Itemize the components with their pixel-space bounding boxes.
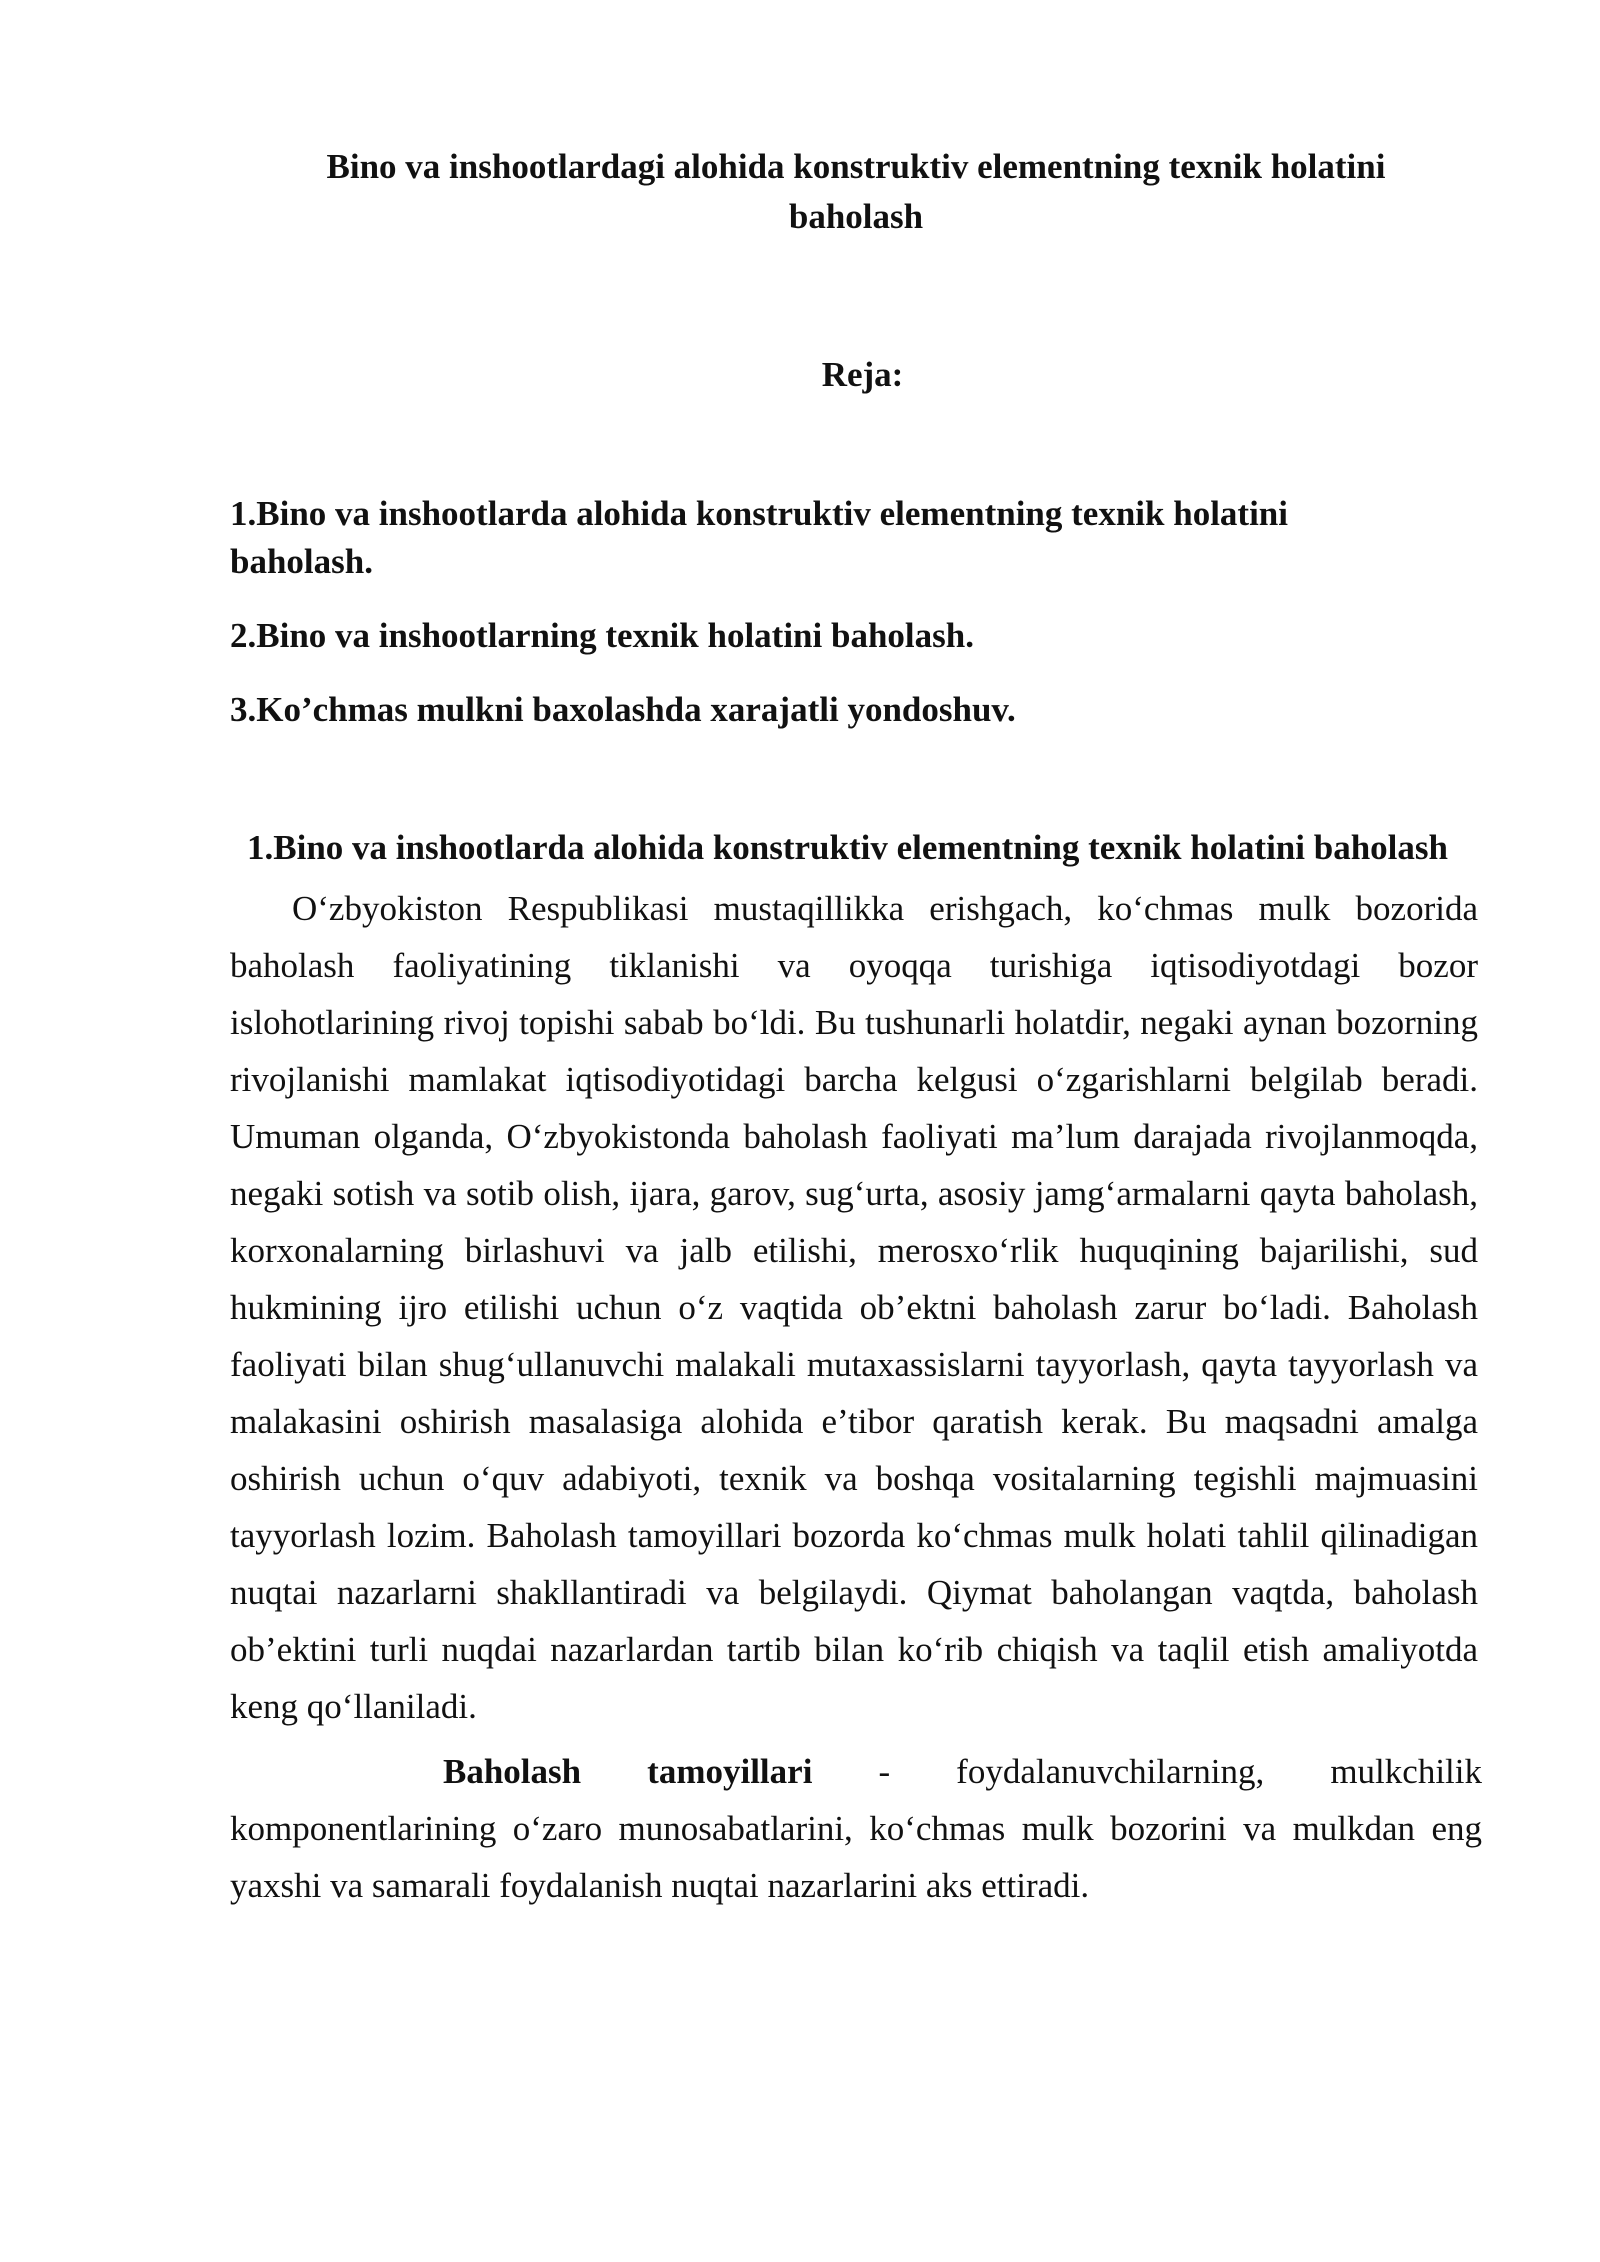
- principles-definition: - foydalanuvchilarning, mulkchilik komponentlarining o‘zaro munosabatlarini, ko‘chmas mulk bozorini va mulkdan eng yaxshi va samarali foydalanish nuqtai nazarlarini aks ettiradi.: [230, 1752, 1482, 1905]
- plan-item: 1.Bino va inshootlarda alohida konstruktiv elementning texnik holatini baholash.: [230, 494, 1288, 581]
- principles-paragraph: [230, 1743, 1482, 1914]
- body-paragraph: O‘zbyokiston Respublikasi mustaqillikka erishgach, ko‘chmas mulk bozorida baholash faoliyatining tiklanishi va oyoqqa turishiga iqtisodiyotdagi bozor islohotlarining rivoj topishi sabab bo‘ldi. Bu tushunarli holatdir, negaki aynan bozorning rivojlanishi mamlakat iqtisodiyotidagi barcha kelgusi o‘zgarishlarni belgilab beradi. Umuman olganda, O‘zbyokistonda baholash faoliyati ma’lum darajada rivojlanmoqda, negaki sotish va sotib olish, ijara, garov, sug‘urta, asosiy jamg‘armalarni qayta baholash, korxonalarning birlashuvi va jalb etilishi, merosxo‘rlik huquqining bajarilishi, sud hukmining ijro etilishi uchun o‘z vaqtida ob’ektni baholash zarur bo‘ladi. Baholash faoliyati bilan shug‘ullanuvchi malakali mutaxassislarni tayyorlash, qayta tayyorlash va malakasini oshirish masalasiga alohida e’tibor qaratish kerak. Bu maqsadni amalga oshirish uchun o‘quv adabiyoti, texnik va boshqa vositalarning tegishli majmuasini tayyorlash lozim. Baholash tamoyillari bozorda ko‘chmas mulk holati tahlil qilinadigan nuqtai nazarlarni shakllantiradi va belgilaydi. Qiymat baholangan vaqtda, baholash ob’ektini turli nuqdai nazarlardan tartib bilan ko‘rib chiqish va taqlil etish amaliyotda keng qo‘llaniladi.: [230, 889, 1478, 1726]
- plan-item: 2.Bino va inshootlarning texnik holatini baholash.: [230, 616, 974, 655]
- principles-term: Baholash tamoyillari: [443, 1752, 813, 1791]
- plan-heading: Reja:: [821, 355, 904, 394]
- plan-item: 3.Ko’chmas mulkni baxolashda xarajatli yondoshuv.: [230, 690, 1016, 729]
- plan-list: [230, 490, 1410, 734]
- section-title: 1.Bino va inshootlarda alohida konstruktiv elementning texnik holatini baholash: [247, 828, 1448, 867]
- document-title: Bino va inshootlardagi alohida konstruktiv elementning texnik holatini baholash: [326, 147, 1386, 236]
